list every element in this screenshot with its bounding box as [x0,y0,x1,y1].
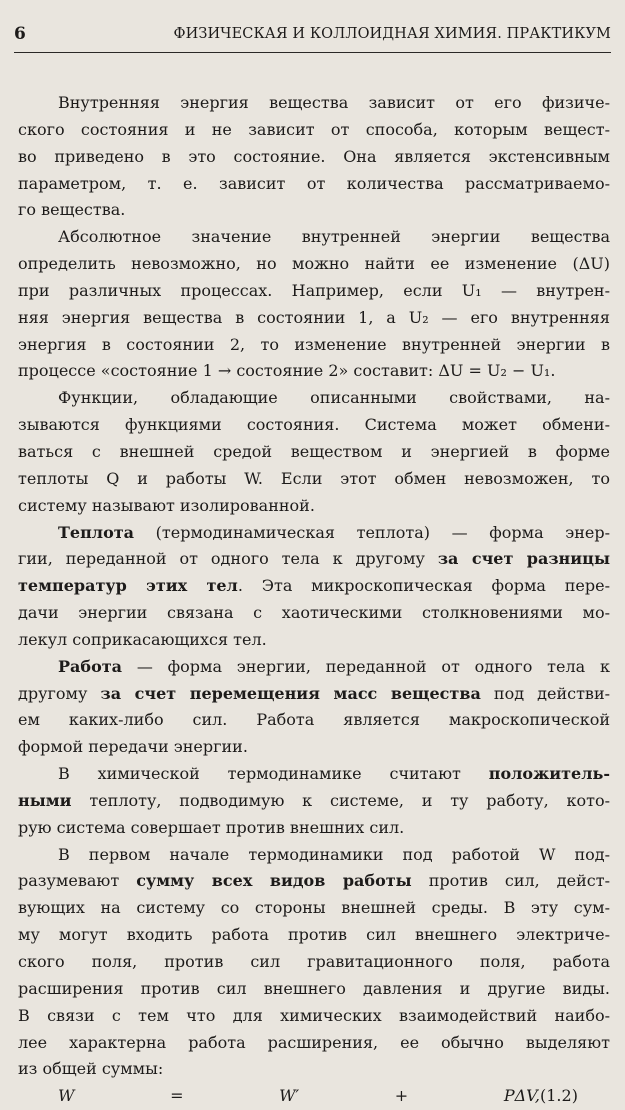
text-line: расширения против сил внешнего давления и другие виды. [18,978,610,998]
text-line: В первом начале термодинамики под работой W под- [58,844,610,864]
text-line: вующих на систему со стороны внешней среды. В эту сум- [18,898,610,918]
text-line: систему называют изолированной. [18,495,315,515]
text-line: параметром, т. е. зависит от количества рассматриваемо- [18,173,610,193]
text-line [18,520,610,547]
text-run: (термодинамическая теплота) — форма энер- [134,522,610,542]
text-line: энергия в состоянии 2, то изменение внутренней энергии в [18,334,610,354]
text-line [18,546,610,573]
formula-expression: W = W′ + PΔV, [58,1086,540,1106]
text-line: го вещества. [18,200,126,220]
text-run: гии, переданной от одного тела к другому [18,549,438,569]
text-line: рую система совершает против внешних сил. [18,817,405,837]
text-line: му могут входить работа против сил внешнего электриче- [18,925,610,945]
text-line [18,681,610,708]
text-line: В связи с тем что для химических взаимодействий наибо- [18,1005,610,1025]
text-line [18,788,610,815]
text-line: при различных процессах. Например, если U₁ — внутрен- [18,280,610,300]
bold-term: температур этих тел [18,576,238,596]
page-number: 6 [14,24,26,44]
text-run: против сил, дейст- [411,871,610,891]
bold-term: за счет разницы [437,549,610,569]
text-line [18,573,610,600]
text-line: во приведено в это состояние. Она является экстенсивным [18,146,610,166]
bold-term: за счет перемещения масс вещества [100,683,481,703]
text-line: ского состояния и не зависит от способа, которым вещест- [18,119,610,139]
text-line: лекул соприкасающихся тел. [18,629,267,649]
text-line: Внутренняя энергия вещества зависит от его физиче- [58,93,610,112]
text-line: определить невозможно, но можно найти ее изменение (ΔU) [18,254,610,274]
formula-number: (1.2) [540,1086,578,1106]
running-title: ФИЗИЧЕСКАЯ И КОЛЛОИДНАЯ ХИМИЯ. ПРАКТИКУМ [173,26,611,42]
text-run: теплоту, подводимую к системе, и ту работу, кото- [71,790,610,810]
text-line: Абсолютное значение внутренней энергии вещества [58,227,610,247]
text-line [18,761,610,788]
text-line: теплоты Q и работы W. Если этот обмен невозможен, то [18,468,610,488]
text-line [18,868,610,895]
bold-term: сумму всех видов работы [136,871,412,891]
text-line: процессе «состояние 1 → состояние 2» составит: ΔU = U₂ − U₁. [18,361,556,381]
text-line: ского поля, против сил гравитационного поля, работа [18,952,610,971]
text-line: формой передачи энергии. [18,737,248,757]
text-line [18,654,610,681]
text-line: няя энергия вещества в состоянии 1, а U₂ — его внутренняя [18,307,610,327]
text-line: Функции, обладающие описанными свойствами, на- [58,388,610,408]
text-run: другому [18,683,101,703]
formula-line [18,1083,610,1110]
text-line: ваться с внешней средой веществом и энергией в форме [18,441,610,461]
text-line: дачи энергии связана с хаотическими столкновениями мо- [18,603,610,623]
bold-term: Работа [58,656,123,676]
body-text [18,90,610,1110]
text-line: ем каких-либо сил. Работа является макроскопической [18,710,610,730]
text-line: из общей суммы: [18,1059,164,1079]
text-line: лее характерна работа расширения, ее обычно выделяют [18,1032,610,1052]
bold-term: Теплота [58,522,135,542]
text-run: разумевают [18,871,137,891]
text-run: — форма энергии, переданной от одного тела к [122,656,610,676]
text-run: В химической термодинамике считают [58,764,489,784]
text-line: зываются функциями состояния. Система может обмени- [18,415,610,435]
text-run: . Эта микроскопическая форма пере- [237,576,610,596]
text-run: под действи- [480,683,610,703]
bold-term: положитель- [488,764,610,784]
page-header [14,22,611,53]
bold-term: ными [18,790,72,810]
